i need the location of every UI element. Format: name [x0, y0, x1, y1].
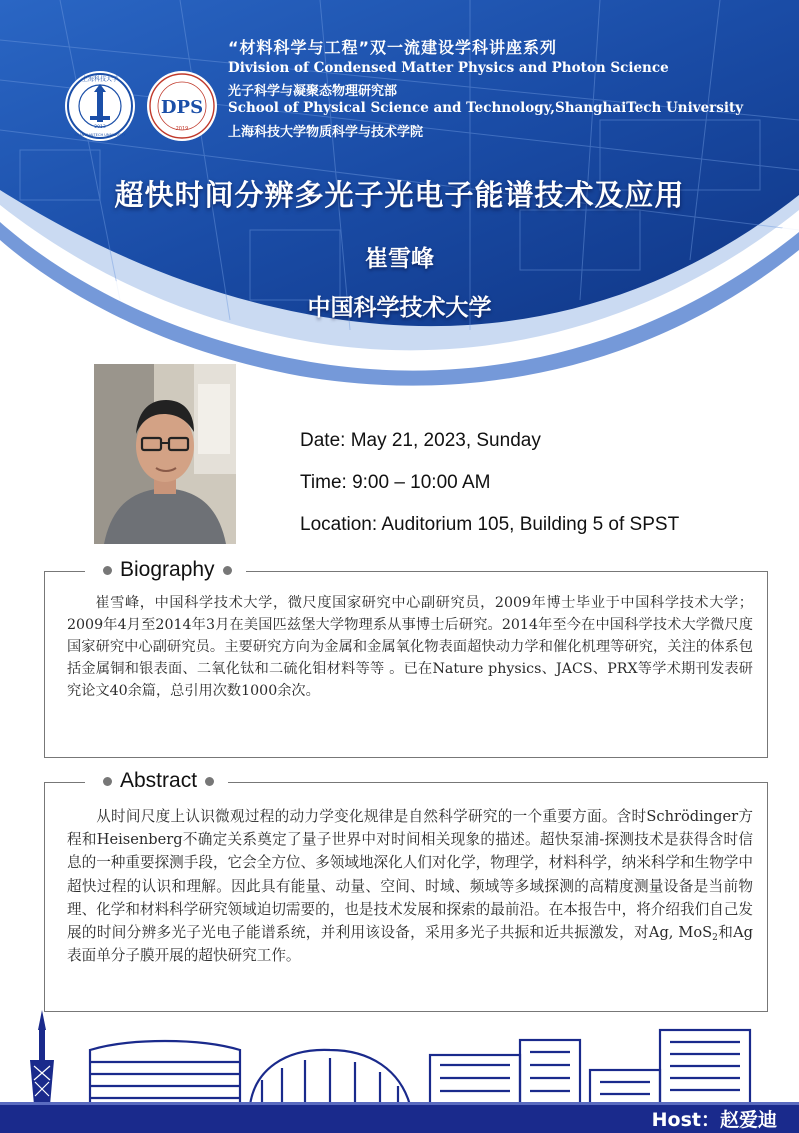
bullet-dot-icon [205, 777, 214, 786]
abstract-box [44, 769, 768, 1012]
event-location: Location: Auditorium 105, Building 5 of SPST [300, 514, 680, 535]
talk-title: 超快时间分辨多光子光电子能谱技术及应用 [114, 178, 685, 212]
tower-icon [30, 1010, 54, 1105]
abstract-text-end: 和Ag表面单分子膜开展的超快研究工作。 [67, 924, 754, 965]
event-time: Time: 9:00 – 10:00 AM [300, 472, 491, 493]
biography-text: 崔雪峰，中国科学技术大学，微尺度国家研究中心副研究员，2009年博士毕业于中国科学技术大学；2009年4月至2014年3月在美国匹兹堡大学物理系从事博士后研究。2014年至今在中国科学技术大学微尺度国家研究中心副研究员。主要研究方向为金属和金属氧化物表面超快动力学和催化机理等研究，关注的体系包括金属铜和银表面、二氧化钛和二硫化钼材料等等 。已在Nature physics、JACS、PRX等学术期刊发表研究论文40余篇，总引用次数1000余次。 [67, 595, 753, 699]
speaker-name: 崔雪峰 [365, 246, 434, 272]
logo1-year: 2013 [94, 125, 106, 130]
division-cn: 光子科学与凝聚态物理研究部 [228, 84, 398, 99]
host-label: Host：赵爱迪 [651, 1109, 777, 1131]
bullet-dot-icon [103, 777, 112, 786]
abstract-text [67, 805, 753, 967]
school-en: School of Physical Science and Technology,ShanghaiTech University [228, 100, 744, 116]
abstract-subscript: 2 [712, 933, 718, 944]
dps-logo [146, 70, 218, 142]
biography-heading-row [85, 558, 246, 582]
logo2-year: 2019 [175, 126, 189, 132]
speaker-photo [94, 364, 236, 544]
poster-header [0, 0, 799, 390]
bullet-dot-icon [223, 566, 232, 575]
biography-heading: Biography [120, 558, 215, 581]
division-en: Division of Condensed Matter Physics and Photon Science [228, 60, 669, 76]
abstract-text-main: 从时间尺度上认识微观过程的动力学变化规律是自然科学研究的一个重要方面。含时Schrödinger方程和Heisenberg不确定关系奠定了量子世界中对时间相关现象的描述。超快泵浦-探测技术是获得含时信息的一种重要探测手段，它会全方位、多领域地深化人们对化学，物理学，材料科学，纳米科学和生物学中超快过程的认识和理解。因此具有能量、动量、空间、时域、频域等多域探测的高精度测量设备是当前物理、化学和材料科学研究领域迫切需要的，也是技术发展和探索的最前沿。在本报告中，将介绍我们自己发展的时间分辨多光子光电子能谱系统，并利用该设备，采用多光子共振和近共振激发，对Ag, MoS [67, 808, 753, 942]
biography-box [44, 558, 768, 758]
logo1-cn: 上海科技大学 [81, 76, 119, 83]
shanghaitech-logo [64, 70, 136, 142]
event-date: Date: May 21, 2023, Sunday [300, 430, 541, 451]
abstract-heading: Abstract [120, 769, 198, 792]
school-cn: 上海科技大学物质科学与技术学院 [228, 125, 424, 140]
bullet-dot-icon [103, 566, 112, 575]
series-title: “材料科学与工程”双一流建设学科讲座系列 [228, 38, 558, 57]
speaker-affiliation: 中国科学技术大学 [307, 295, 492, 321]
abstract-heading-row [85, 769, 228, 793]
logo1-en: SHANGHAITECH UNIVERSITY [74, 133, 126, 137]
logo2-letters: DPS [160, 97, 204, 118]
